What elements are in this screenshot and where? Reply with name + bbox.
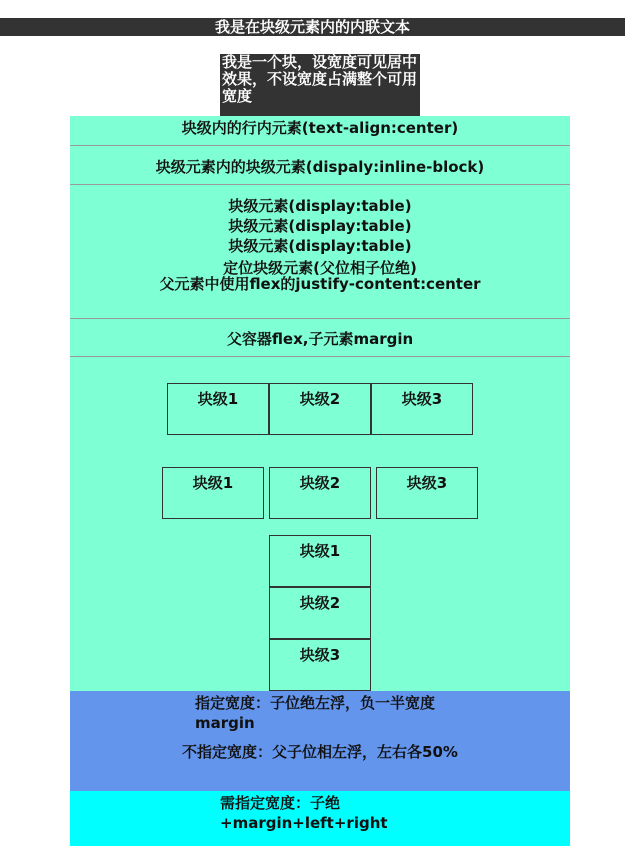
flex-margin-section: 父容器flex,子元素margin: [226, 330, 414, 348]
divider-1: [70, 145, 570, 146]
inline-text-bar: 我是在块级元素内的内联文本: [0, 18, 625, 36]
divider-3: [70, 318, 570, 319]
fixed-width-text: 指定宽度：子位绝左浮，负一半宽度margin: [195, 694, 436, 732]
table-item-3: 块级元素(display:table): [228, 237, 412, 255]
inline-block-section: 块级元素内的块级元素(dispaly:inline-block): [155, 158, 485, 176]
column-box-2: 块级2: [269, 587, 371, 639]
flex-justify-text: 父元素中使用flex的justify-content:center: [159, 275, 481, 293]
row2-box-3: 块级3: [376, 467, 478, 519]
row2-box-2: 块级2: [269, 467, 371, 519]
table-item-2: 块级元素(display:table): [228, 217, 412, 235]
row2-box-1: 块级1: [162, 467, 264, 519]
row1-box-1: 块级1: [167, 383, 269, 435]
row1-box-3: 块级3: [371, 383, 473, 435]
table-item-1: 块级元素(display:table): [228, 197, 412, 215]
divider-2: [70, 184, 570, 185]
row1-box-2: 块级2: [269, 383, 371, 435]
column-box-3: 块级3: [269, 639, 371, 691]
need-width-text: 需指定宽度：子绝+margin+left+right: [220, 794, 388, 832]
unfixed-width-text: 不指定宽度：父子位相左浮，左右各50%: [182, 743, 458, 761]
dark-block: 我是一个块，设宽度可见居中效果，不设宽度占满整个可用宽度: [220, 54, 420, 116]
column-box-1: 块级1: [269, 535, 371, 587]
divider-4: [70, 356, 570, 357]
positioned-block: 定位块级元素(父位相子位绝): [223, 259, 417, 277]
text-align-center-section: 块级内的行内元素(text-align:center): [181, 119, 459, 137]
